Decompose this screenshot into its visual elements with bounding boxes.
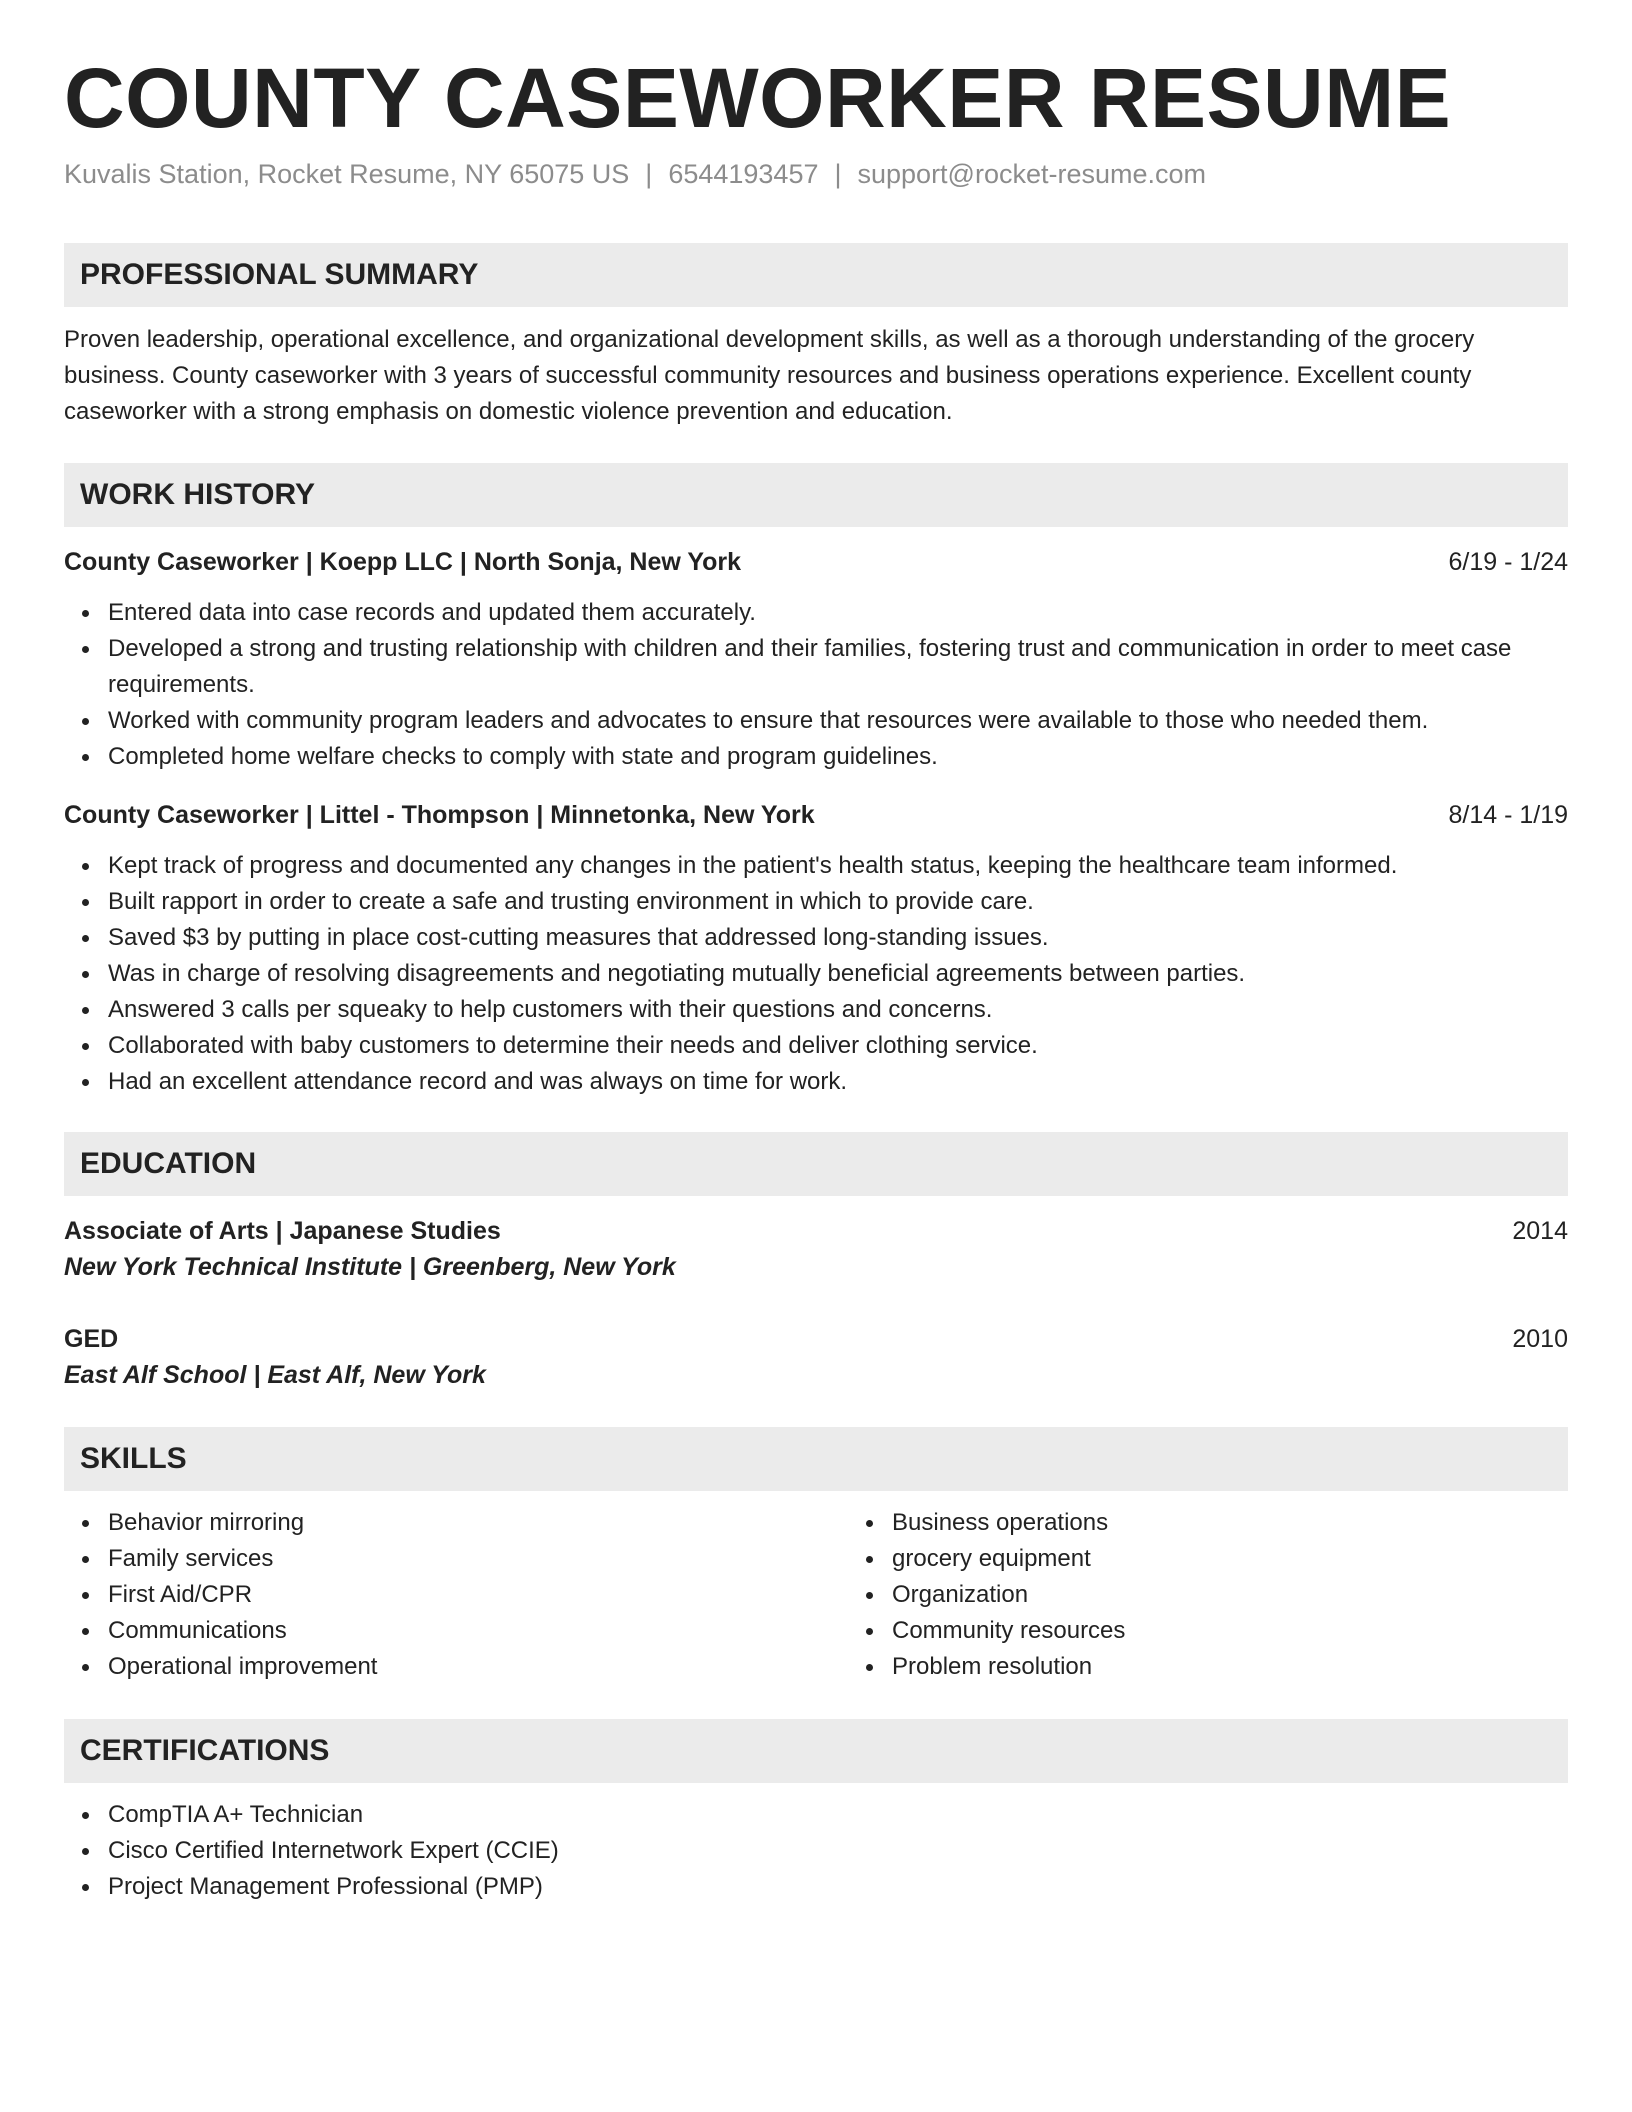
certification-item: CompTIA A+ Technician xyxy=(108,1797,1568,1833)
job-bullet: Worked with community program leaders and advocates to ensure that resources were available to those who needed them. xyxy=(108,703,1568,739)
job-bullet: Collaborated with baby customers to determine their needs and deliver clothing service. xyxy=(108,1028,1568,1064)
job-title: County Caseworker | Koepp LLC | North Sonja, New York xyxy=(64,547,742,576)
education-school: New York Technical Institute | Greenberg, New York xyxy=(64,1252,676,1281)
skill-item: Organization xyxy=(892,1577,1492,1613)
section-header-certifications: CERTIFICATIONS xyxy=(64,1719,1568,1783)
education-header xyxy=(64,1322,1568,1356)
summary-text: Proven leadership, operational excellence, and organizational development skills, as well as a thorough understanding of the grocery business. County caseworker with 3 years of successful community resources and business operations experience. Excellent county caseworker with a strong emphasis on domestic violence prevention and education. xyxy=(64,325,1475,425)
section-header-skills: SKILLS xyxy=(64,1427,1568,1491)
skill-item: Community resources xyxy=(892,1613,1492,1649)
education-year: 2014 xyxy=(1512,1216,1568,1245)
resume-title: COUNTY CASEWORKER RESUME xyxy=(64,51,1452,145)
job-bullet: Had an excellent attendance record and was always on time for work. xyxy=(108,1064,1568,1100)
job-bullet-list xyxy=(64,848,1568,1100)
job-bullet: Built rapport in order to create a safe and trusting environment in which to provide care. xyxy=(108,884,1568,920)
job-bullet: Was in charge of resolving disagreements and negotiating mutually beneficial agreements between parties. xyxy=(108,956,1568,992)
skill-item: First Aid/CPR xyxy=(108,1577,848,1613)
job-bullet: Completed home welfare checks to comply with state and program guidelines. xyxy=(108,739,1568,775)
certifications-list xyxy=(64,1797,1568,1905)
contact-line xyxy=(64,158,1568,190)
job-bullet: Saved $3 by putting in place cost-cutting measures that addressed long-standing issues. xyxy=(108,920,1568,956)
contact-separator: | xyxy=(834,159,842,190)
job-dates: 6/19 - 1/24 xyxy=(1448,547,1568,576)
skill-item: Family services xyxy=(108,1541,848,1577)
section-header-summary: PROFESSIONAL SUMMARY xyxy=(64,243,1568,307)
job-bullet: Kept track of progress and documented any changes in the patient's health status, keeping the healthcare team informed. xyxy=(108,848,1568,884)
certification-item: Project Management Professional (PMP) xyxy=(108,1869,1568,1905)
contact-separator: | xyxy=(645,159,653,190)
contact-email: support@rocket-resume.com xyxy=(857,159,1207,190)
education-degree: GED xyxy=(64,1324,119,1353)
job-bullet: Answered 3 calls per squeaky to help customers with their questions and concerns. xyxy=(108,992,1568,1028)
education-degree: Associate of Arts | Japanese Studies xyxy=(64,1216,501,1245)
section-header-education: EDUCATION xyxy=(64,1132,1568,1196)
section-header-work-history: WORK HISTORY xyxy=(64,463,1568,527)
job-dates: 8/14 - 1/19 xyxy=(1448,800,1568,829)
skills-grid xyxy=(64,1505,1568,1685)
education-school: East Alf School | East Alf, New York xyxy=(64,1360,486,1389)
skill-item: Business operations xyxy=(892,1505,1492,1541)
job-header xyxy=(64,798,1568,832)
job-header xyxy=(64,545,1568,579)
certification-item: Cisco Certified Internetwork Expert (CCIE) xyxy=(108,1833,1568,1869)
job-bullet-list xyxy=(64,595,1568,775)
job-title: County Caseworker | Littel - Thompson | Minnetonka, New York xyxy=(64,800,815,829)
skill-item: Communications xyxy=(108,1613,848,1649)
job-bullet: Developed a strong and trusting relationship with children and their families, fostering trust and communication in order to meet case requirements. xyxy=(108,631,1568,703)
education-year: 2010 xyxy=(1512,1324,1568,1353)
job-bullet: Entered data into case records and updated them accurately. xyxy=(108,595,1568,631)
education-header xyxy=(64,1214,1568,1248)
skill-item: Problem resolution xyxy=(892,1649,1492,1685)
skill-item: grocery equipment xyxy=(892,1541,1492,1577)
skills-column-right xyxy=(848,1505,1492,1685)
contact-address: Kuvalis Station, Rocket Resume, NY 65075 US xyxy=(64,159,630,190)
contact-phone: 6544193457 xyxy=(668,159,819,190)
skill-item: Behavior mirroring xyxy=(108,1505,848,1541)
skills-column-left xyxy=(64,1505,848,1685)
skill-item: Operational improvement xyxy=(108,1649,848,1685)
